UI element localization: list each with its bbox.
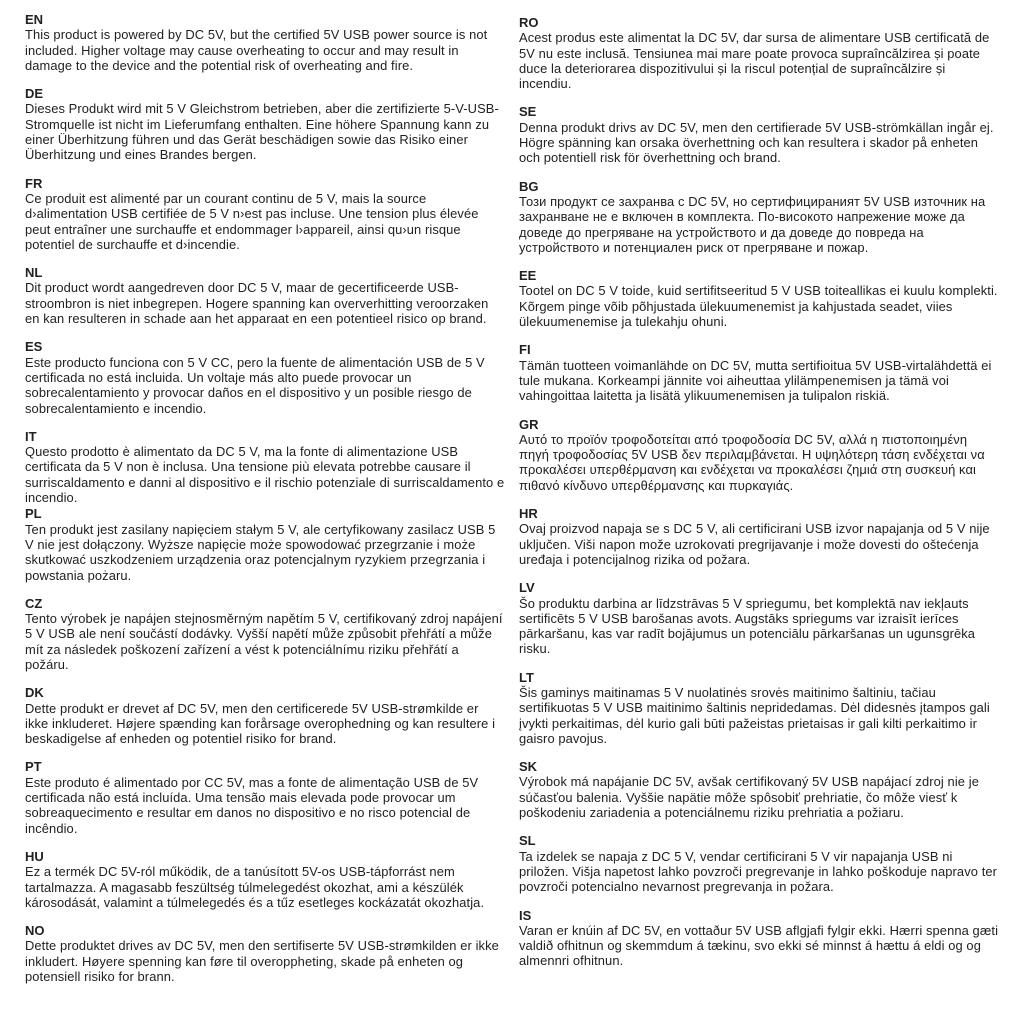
language-code-label: BG — [519, 178, 539, 194]
language-code-label: EN — [25, 12, 44, 27]
language-block — [25, 265, 505, 326]
language-block — [25, 176, 505, 252]
language-code-label: IT — [25, 428, 37, 444]
language-block — [519, 833, 999, 894]
language-code-label: DK — [25, 685, 44, 701]
language-block — [519, 670, 999, 746]
language-code-label: PL — [25, 506, 42, 522]
language-warning-text: Dit product wordt aangedreven door DC 5 V, maar de gecertificeerde USB-stroombron is niet inbegrepen. Hogere spanning kan oververhitting veroorzaken en kan resulteren in schade aan het apparaat en een potentieel risico op brand. — [25, 280, 489, 327]
language-warning-text: Este produto é alimentado por CC 5V, mas a fonte de alimentação USB de 5V certificada não está incluída. Uma tensão mais elevada pode provocar um sobreaquecimento e resultar em danos no dispositivo e no risco potencial de incêndio. — [25, 774, 479, 836]
language-code-label: SL — [519, 833, 536, 849]
language-code-label: NL — [25, 265, 43, 281]
language-warning-text: Výrobok má napájanie DC 5V, avšak certifikovaný 5V USB napájací zdroj nie je súčasťou balenia. Vyššie napätie môže spôsobiť prehriatie, čo môže viesť k poškodeniu zariadenia a potenciálnemu riziku prehriatia a požiaru. — [519, 774, 979, 821]
language-code-label: IS — [519, 907, 532, 923]
language-code-label: GR — [519, 416, 539, 432]
column-left — [25, 12, 505, 1016]
language-block — [519, 268, 999, 329]
language-warning-text: Αυτό το προϊόν τροφοδοτείται από τροφοδοσία DC 5V, αλλά η πιστοποιημένη πηγή τροφοδοσίας 5V USB δεν περιλαμβάνεται. Η υψηλότερη τάση ενδέχεται να προκαλέσει υπερθέρμανση και ενδέχεται να προκαλέσει ζημιά στη συσκευή και πιθανό κίνδυνο υπερθέρμανσης και πυρκαγιάς. — [519, 431, 985, 493]
language-block — [519, 342, 999, 403]
language-code-label: HU — [25, 848, 44, 864]
language-code-label: SK — [519, 759, 538, 775]
language-block — [25, 429, 505, 505]
language-block — [519, 15, 999, 91]
language-warning-text: Ten produkt jest zasilany napięciem stałym 5 V, ale certyfikowany zasilacz USB 5 V nie jest dołączony. Wyższe napięcie może spowodować przegrzanie i może skutkować uszkodzeniem urządzenia oraz potencjalnym ryzykiem przegrzania i powstania pożaru. — [25, 521, 496, 583]
language-warning-text: Tento výrobek je napájen stejnosměrným napětím 5 V, certifikovaný zdroj napájení 5 V USB ale není součástí dodávky. Vyšší napětí může způsobit přehřátí a může mít za následek poškození zařízení a vést k potenciálnímu riziku přehřátí a požáru. — [25, 611, 503, 672]
language-code-label: PT — [25, 759, 42, 775]
language-warning-text: Ovaj proizvod napaja se s DC 5 V, ali certificirani USB izvor napajanja od 5 V nije uključen. Viši napon može uzrokovati pregrijavanje i može dovesti do oštećenja uređaja i potencijalnog rizika od požara. — [519, 521, 990, 567]
language-code-label: LT — [519, 669, 534, 685]
language-warning-text: Dette produkt er drevet af DC 5V, men den certificerede 5V USB-strømkilde er ikke inkluderet. Højere spænding kan forårsage overophedning og kan resultere i beskadigelse af enheden og potentiel risiko for brand. — [25, 700, 496, 747]
language-block — [519, 506, 999, 567]
language-code-label: SE — [519, 104, 537, 120]
language-code-label: FR — [25, 175, 43, 191]
language-block — [25, 506, 505, 582]
language-code-label: CZ — [25, 595, 43, 611]
language-warning-text: Varan er knúin af DC 5V, en vottaður 5V USB aflgjafi fylgir ekki. Hærri spenna gæti valdið ofhitnun og skemmdum á tækinu, svo ekki sé minnst á hættu á eldi og og almennri ofhitnun. — [519, 922, 999, 969]
language-code-label: LV — [519, 580, 535, 596]
language-block — [25, 685, 505, 746]
language-warning-text: Tämän tuotteen voimanlähde on DC 5V, mutta sertifioitua 5V USB-virtalähdettä ei tule mukana. Korkeampi jännite voi aiheuttaa ylilämpenemisen ja tämä voi vahingoittaa laitetta ja lisätä ylikuumenemisen ja tulipalon riskiä. — [519, 357, 992, 404]
language-warning-text: Šo produktu darbina ar līdzstrāvas 5 V spriegumu, bet komplektā nav iekļauts sertificēts 5 V USB barošanas avots. Augstāks spriegums var izraisīt ierīces pārkaršanu, kas var radīt bojājumus un potenciālu pārkaršanas un ugunsgrēka risku. — [519, 595, 976, 657]
language-block — [519, 179, 999, 255]
language-block — [25, 596, 505, 672]
language-warning-text: Ta izdelek se napaja z DC 5 V, vendar certificirani 5 V vir napajanja USB ni priložen. Višja napetost lahko povzroči pregrevanje in lahko poškoduje napravo ter povzroči potencialno nevarnost pregrevanja in požara. — [519, 848, 998, 895]
language-warning-text: Acest produs este alimentat la DC 5V, dar sursa de alimentare USB certificată de 5V nu este inclusă. Tensiunea mai mare poate provoca supraîncălzirea și poate duce la deteriorarea dispozitivului și la riscul potențial de supraîncălzire și incendiu. — [519, 30, 990, 92]
language-warning-text: Ez a termék DC 5V-ról működik, de a tanúsított 5V-os USB-tápforrást nem tartalmazza. A magasabb feszültség túlmelegedést okozhat, ami a készülék károsodását, valamint a túlmelegedés és a tűz esetleges kockázatát okozhatja. — [25, 864, 485, 910]
language-block — [519, 759, 999, 820]
language-code-label: ES — [25, 339, 43, 355]
language-warning-text: Šis gaminys maitinamas 5 V nuolatinės srovės maitinimo šaltiniu, tačiau sertifikuotas 5 V USB maitinimo šaltinis nepridedamas. Dėl didesnės įtampos gali įvykti perkaitimas, dėl kurio gali būti pažeistas prietaisas ir gali kilti perkaitimo ir gaisro pavojus. — [519, 684, 990, 746]
language-block — [519, 104, 999, 165]
language-code-label: FI — [519, 342, 531, 358]
language-block — [25, 86, 505, 162]
language-block — [519, 417, 999, 493]
language-warning-text: Ce produit est alimenté par un courant continu de 5 V, mais la source d›alimentation USB certifiée de 5 V n›est pas incluse. Une tension plus élevée peut entraîner une surchauffe et endommager l›appareil, ainsi qu›un risque potentiel de surchauffe et d›incendie. — [25, 190, 479, 252]
language-warning-text: Este producto funciona con 5 V CC, pero la fuente de alimentación USB de 5 V certificada no está incluida. Un voltaje más alto puede provocar un sobrecalentamiento y provocar daños en el dispositivo y un posible riesgo de sobrecalentamiento e incendio. — [25, 354, 485, 416]
language-block — [25, 12, 505, 73]
language-code-label: HR — [519, 506, 538, 522]
language-block — [519, 580, 999, 656]
language-warning-text: Denna produkt drivs av DC 5V, men den certifierade 5V USB-strömkällan ingår ej. Högre spänning kan orsaka överhettning och kan resultera i skador på enheten och potentiell risk för överhettning och brand. — [519, 119, 994, 166]
language-block — [519, 908, 999, 969]
language-warning-text: Dette produktet drives av DC 5V, men den sertifiserte 5V USB-strømkilden er ikke inkludert. Høyere spenning kan føre til overoppheting, skade på enheten og potensiell risiko for brann. — [25, 938, 499, 985]
language-warning-text: Tootel on DC 5 V toide, kuid sertifitseeritud 5 V USB toiteallikas ei kuulu komplekti. Kõrgem pinge võib põhjustada ülekuumenemist ja kahjustada seadet, viies ülekuumenemise ja tulekahju ohuni. — [519, 283, 998, 330]
language-warning-text: Questo prodotto è alimentato da DC 5 V, ma la fonte di alimentazione USB certificata da 5 V non è inclusa. Una tensione più elevata potrebbe causare il surriscaldamento e danni al dispositivo e il rischio potenziale di surriscaldamento e incendio. — [25, 444, 505, 506]
language-block — [25, 849, 505, 910]
language-code-label: EE — [519, 268, 537, 284]
language-warning-text: Този продукт се захранва с DC 5V, но сертифицираният 5V USB източник на захранване не е включен в комплекта. По-високото напрежение може да доведе до прегряване на устройството и да доведе до повреда на устройството и потенциален риск от прегряване и пожар. — [519, 193, 986, 255]
language-code-label: DE — [25, 86, 44, 102]
language-block — [25, 339, 505, 415]
language-block — [25, 923, 505, 984]
column-right — [519, 12, 999, 1016]
language-block — [25, 759, 505, 835]
language-warning-text: This product is powered by DC 5V, but the certified 5V USB power source is not included. Higher voltage may cause overheating to occur and may result in damage to the device and the potential risk of overheating and fire. — [25, 27, 488, 73]
language-code-label: NO — [25, 923, 45, 939]
language-code-label: RO — [519, 15, 539, 30]
language-warning-text: Dieses Produkt wird mit 5 V Gleichstrom betrieben, aber die zertifizierte 5-V-USB-Stromquelle ist nicht im Lieferumfang enthalten. Eine höhere Spannung kann zu einer Überhitzung führen und das Gerät beschädigen sowie das Risiko einer Überhitzung und eines Brandes bergen. — [25, 101, 499, 163]
